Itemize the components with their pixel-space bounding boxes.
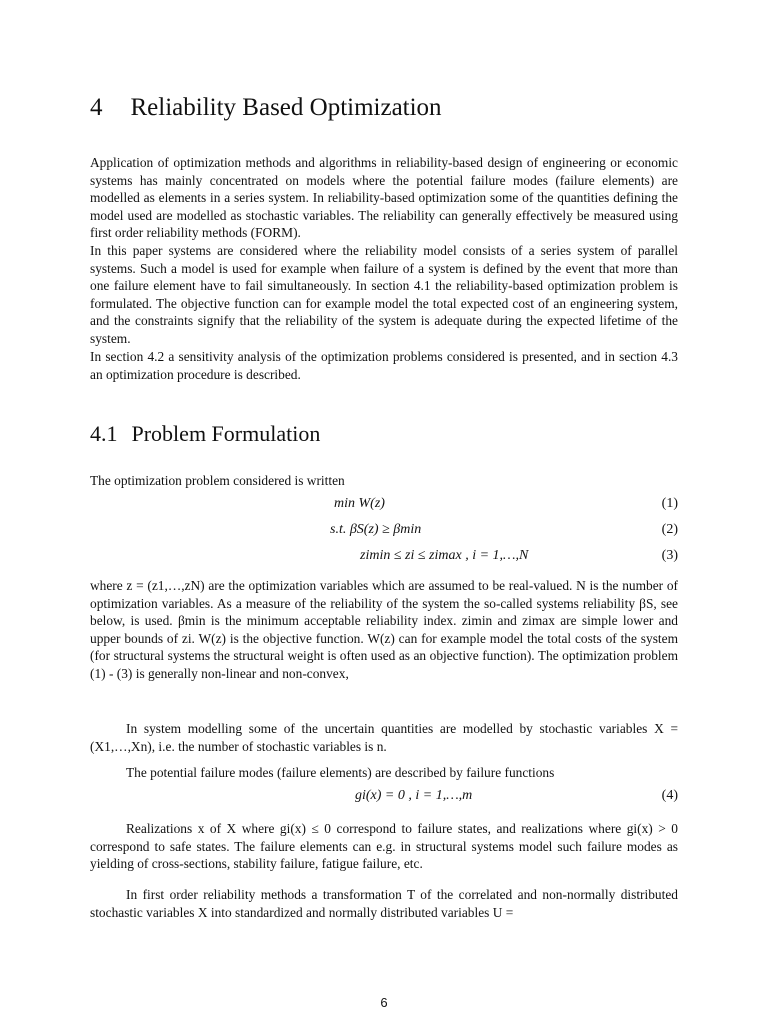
intro-paragraph-1: Application of optimization methods and algorithms in reliability-based design of engineering or economic systems has mainly concentrated on models where the potential failure modes (failure elements) are modelled as elements in a series system. In reliability-based optimization some of the quantities defining the model used are modelled as stochastic variables. The reliability can generally effectively be measured using first order reliability methods (FORM). (90, 155, 678, 241)
equation-3-number: (3) (661, 548, 678, 563)
equation-2 (90, 522, 678, 542)
equation-1-formula: min W(z) (334, 496, 385, 511)
equation-4-formula: gi(x) = 0 , i = 1,…,m (355, 788, 473, 803)
section-heading (90, 421, 320, 447)
chapter-heading (90, 94, 442, 122)
equation-1-number: (1) (661, 496, 678, 511)
realizations-paragraph: Realizations x of X where gi(x) ≤ 0 correspond to failure states, and realizations where gi(x) > 0 correspond to safe states. The failure elements can e.g. in structural systems model such failure modes as yielding of cross-sections, stability failure, fatigue failure, etc. (90, 821, 678, 872)
section-number: 4.1 (90, 421, 118, 446)
section-title: Problem Formulation (131, 421, 321, 446)
intro-paragraph-3: In section 4.2 a sensitivity analysis of the optimization problems considered is presented, and in section 4.3 an optimization procedure is described. (90, 349, 678, 382)
chapter-title: Reliability Based Optimization (130, 94, 442, 121)
problem-lead: The optimization problem considered is written (90, 473, 345, 488)
form-paragraph: In first order reliability methods a transformation T of the correlated and non-normally distributed stochastic variables X into standardized and normally distributed variables U = (90, 887, 678, 920)
equation-3 (90, 548, 678, 568)
equation-2-number: (2) (661, 522, 678, 537)
page-number: 6 (380, 995, 388, 1010)
variables-paragraph: where z = (z1,…,zN) are the optimization variables which are assumed to be real-valued. N is the number of optimization variables. As a measure of the reliability of the system the so-called systems reliability βS, see below, is used. βmin is the minimum acceptable reliability index. zimin and zimax are simple lower and upper bounds of zi. W(z) is the objective function. W(z) can for example model the total costs of the system (for structural systems the structural weight is often used as an objective function). The optimization problem (1) - (3) is generally non-linear and non-convex, (90, 578, 678, 681)
chapter-number: 4 (90, 94, 103, 121)
equation-3-formula: zimin ≤ zi ≤ zimax , i = 1,…,N (360, 548, 529, 563)
equation-1 (90, 496, 678, 516)
stochastic-paragraph: In system modelling some of the uncertain quantities are modelled by stochastic variables X = (X1,…,Xn), i.e. the number of stochastic variables is n. (90, 721, 678, 754)
equation-2-formula: s.t. βS(z) ≥ βmin (330, 522, 422, 537)
equation-4 (90, 788, 678, 808)
equation-4-number: (4) (661, 788, 678, 803)
intro-paragraph-2: In this paper systems are considered where the reliability model consists of a series system of parallel systems. Such a model is used for example when failure of a system is defined by the event that more than one failure element have to fail simultaneously. In section 4.1 the reliability-based optimization problem is formulated. The objective function can for example model the total expected cost of an engineering system, and the constraints signify that the reliability of the system is adequate during the expected lifetime of the system. (90, 243, 678, 346)
failure-functions-paragraph: The potential failure modes (failure elements) are described by failure functions (126, 765, 555, 780)
